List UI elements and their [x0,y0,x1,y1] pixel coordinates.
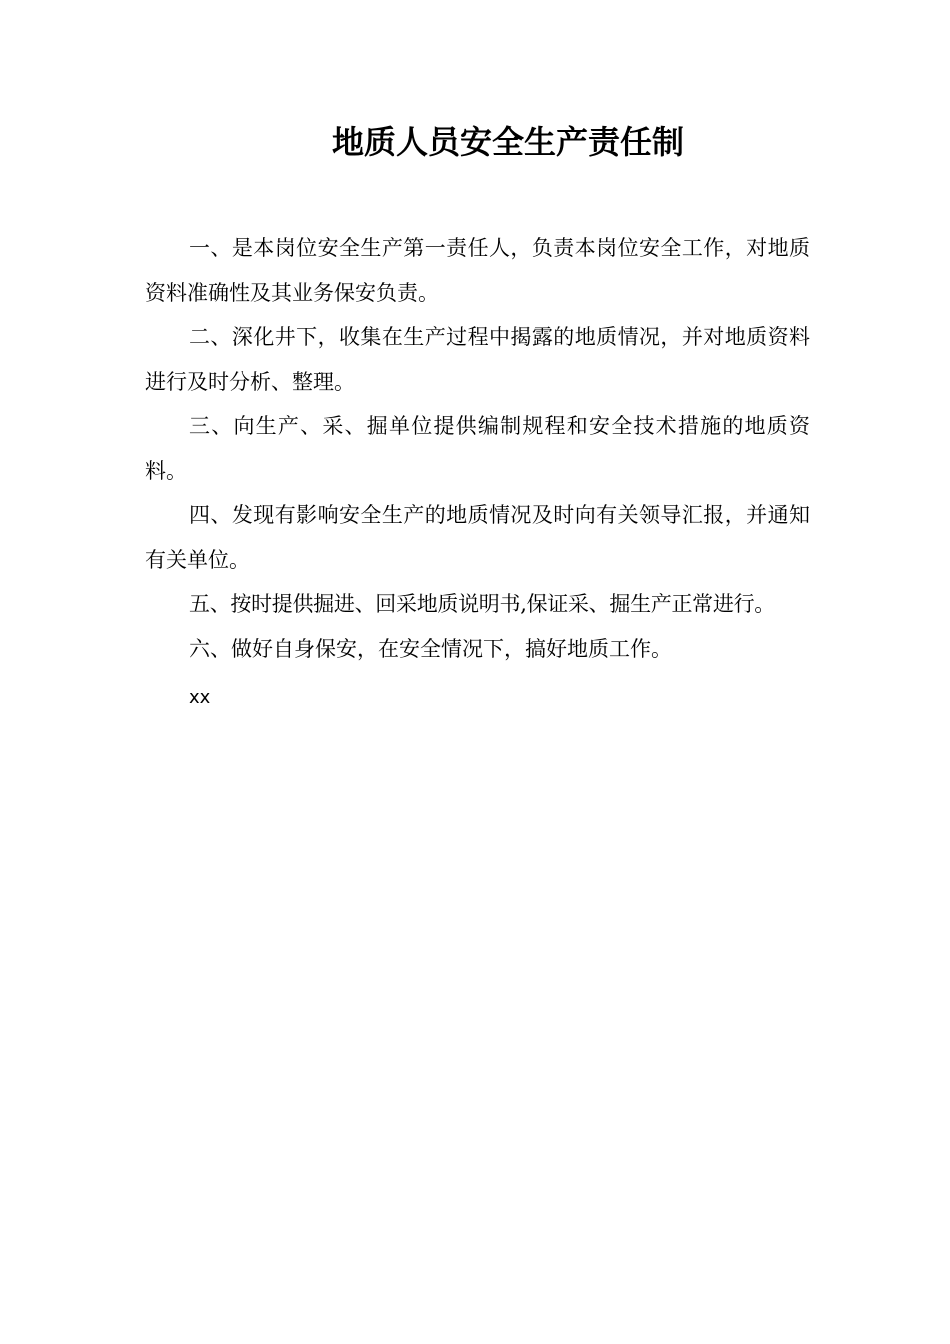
document-body [145,226,810,671]
paragraph-2: 二、深化井下，收集在生产过程中揭露的地质情况，并对地质资料进行及时分析、整理。 [145,325,810,394]
paragraph-5: 五、按时提供掘进、回采地质说明书,保证采、掘生产正常进行。 [189,592,775,616]
signature: xx [189,687,211,708]
paragraph-4: 四、发现有影响安全生产的地质情况及时向有关领导汇报，并通知有关单位。 [145,503,810,572]
paragraph-6: 六、做好自身保安，在安全情况下，搞好地质工作。 [189,636,672,661]
paragraph-1: 一、是本岗位安全生产第一责任人，负责本岗位安全工作，对地质资料准确性及其业务保安负责。 [145,236,810,305]
document-title: 地质人员安全生产责任制 [331,123,684,161]
paragraph-3: 三、向生产、采、掘单位提供编制规程和安全技术措施的地质资料。 [145,414,810,483]
